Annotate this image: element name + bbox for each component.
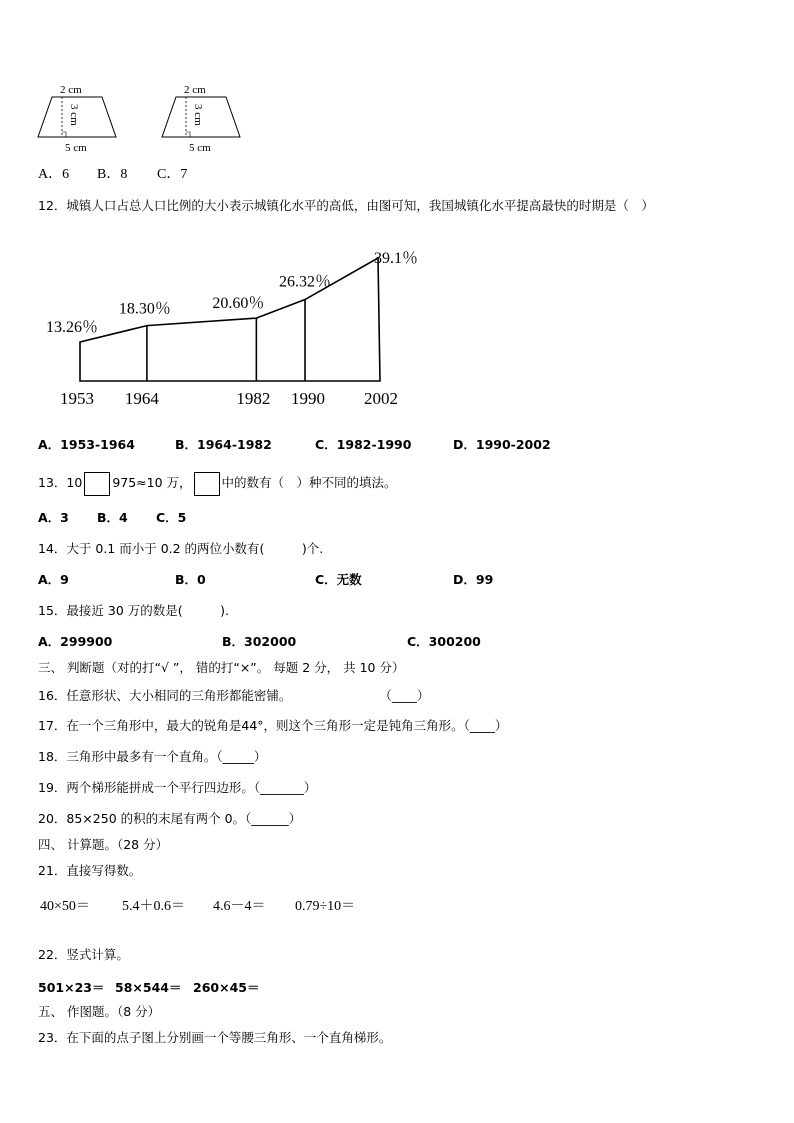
q16-text — [38, 688, 429, 704]
q16-statement: 16．任意形状、大小相同的三角形都能密铺。 — [38, 688, 292, 703]
q14-option-b[interactable]: B．0 — [175, 572, 206, 587]
section-4-heading: 四、 计算题。（28 分） — [38, 837, 169, 852]
q15-text: 15．最接近 30 万的数是( ). — [38, 603, 229, 618]
trapezoid-2 — [162, 84, 240, 154]
trap2-height-label: 3 cm — [192, 104, 204, 126]
q13-blank-box-2 — [194, 472, 220, 496]
q12-option-a[interactable]: A．1953-1964 — [38, 437, 135, 452]
q12-text: 12．城镇人口占总人口比例的大小表示城镇化水平的高低，由图可知，我国城镇化水平提高最快的时期是（ ） — [38, 198, 654, 213]
q13-text — [38, 471, 397, 496]
q15-option-b[interactable]: B．302000 — [222, 634, 297, 649]
data-label-1953: 13.26％ — [46, 319, 99, 336]
q14-option-d[interactable]: D．99 — [453, 572, 494, 587]
x-tick-label-2002: 2002 — [364, 389, 398, 408]
q13-suffix: 中的数有（ ）种不同的填法。 — [221, 475, 397, 490]
trap1-top-label: 2 cm — [60, 84, 82, 96]
data-label-2002: 39.1％ — [374, 250, 419, 267]
trap2-top-label: 2 cm — [184, 84, 206, 96]
q22-text: 22．竖式计算。 — [38, 947, 129, 962]
q21-item-4: 0.79÷10＝ — [295, 899, 356, 914]
x-tick-label-1953: 1953 — [60, 389, 94, 408]
data-label-1982: 20.60％ — [212, 295, 265, 313]
x-tick-label-1990: 1990 — [291, 389, 326, 408]
section-5-heading: 五、 作图题。（8 分） — [38, 1004, 161, 1019]
q23-text: 23．在下面的点子图上分别画一个等腰三角形、一个直角梯形。 — [38, 1030, 392, 1045]
urbanization-chart — [36, 240, 456, 415]
q13-blank-box[interactable] — [84, 472, 110, 496]
q18-text: 18．三角形中最多有一个直角。（_____） — [38, 749, 267, 764]
data-label-1990: 26.32％ — [279, 273, 332, 291]
trapezoid-1 — [38, 84, 116, 154]
q12-option-c[interactable]: C．1982-1990 — [315, 437, 412, 452]
q14-option-c[interactable]: C．无数 — [315, 572, 362, 587]
q13-prefix: 13．10 — [38, 475, 83, 490]
trap1-bottom-label: 5 cm — [65, 142, 87, 154]
q11-option-b[interactable]: B．8 — [97, 167, 128, 182]
q21-item-1: 40×50＝ — [40, 899, 90, 914]
q11-option-c[interactable]: C．7 — [157, 167, 188, 182]
x-tick-label-1964: 1964 — [124, 389, 159, 408]
trap1-height-label: 3 cm — [68, 104, 80, 126]
q21-item-3: 4.6－4＝ — [213, 899, 266, 914]
q13-option-c[interactable]: C．5 — [156, 510, 187, 525]
q12-option-d[interactable]: D．1990-2002 — [453, 437, 551, 452]
q21-item-2: 5.4＋0.6＝ — [122, 899, 185, 914]
q13-option-b[interactable]: B．4 — [97, 510, 128, 525]
q12-option-b[interactable]: B．1964-1982 — [175, 437, 272, 452]
q13-option-a[interactable]: A．3 — [38, 510, 69, 525]
data-label-1964: 18.30％ — [118, 300, 171, 318]
q13-mid: 975≈10 万， — [112, 475, 192, 490]
chart-outline — [80, 258, 380, 381]
x-tick-label-1982: 1982 — [236, 389, 271, 408]
q15-option-c[interactable]: C．300200 — [407, 634, 481, 649]
q14-text: 14．大于 0.1 而小于 0.2 的两位小数有( )个. — [38, 541, 324, 556]
q15-option-a[interactable]: A．299900 — [38, 634, 113, 649]
section-3-heading: 三、 判断题（对的打“√ ”， 错的打“×”。 每题 2 分， 共 10 分） — [38, 660, 405, 675]
trapezoid-figures — [30, 80, 270, 158]
q19-text: 19．两个梯形能拼成一个平行四边形。（_______） — [38, 780, 317, 795]
trap2-bottom-label: 5 cm — [189, 142, 211, 154]
q11-option-a[interactable]: A．6 — [38, 167, 70, 182]
q22-item-3: 260×45＝ — [193, 980, 260, 995]
q20-text: 20．85×250 的积的末尾有两个 0。（______） — [38, 811, 302, 826]
q16-blank[interactable]: （____） — [379, 688, 430, 703]
q22-item-2: 58×544＝ — [115, 980, 182, 995]
q17-text: 17．在一个三角形中，最大的锐角是44°，则这个三角形一定是钝角三角形。（____） — [38, 718, 508, 733]
q22-item-1: 501×23＝ — [38, 980, 105, 995]
q14-option-a[interactable]: A．9 — [38, 572, 69, 587]
q21-text: 21．直接写得数。 — [38, 863, 142, 878]
